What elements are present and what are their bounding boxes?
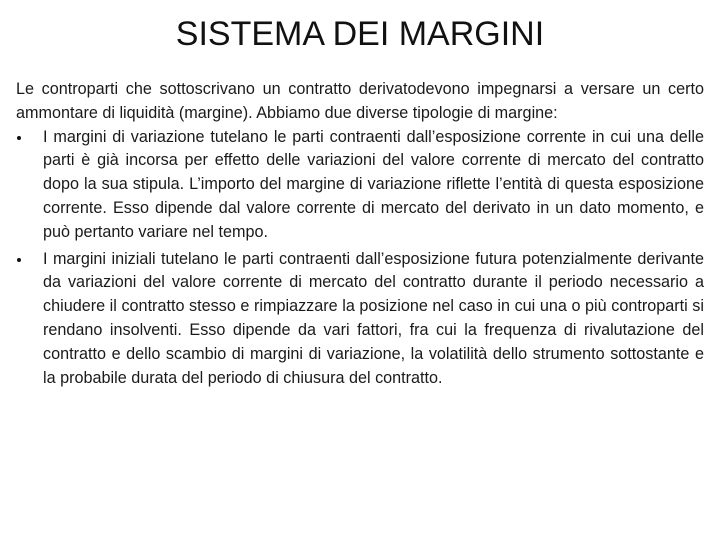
bullet-text: I margini di variazione tutelano le parti contraenti dall’esposizione corrente in cui una delle parti è già incorsa per effetto delle variazioni del valore corrente di mercato del contratto dopo la sua stipula. L’importo del margine di variazione riflette l’entità di questa esposizione corrente. Esso dipende dal valore corrente di mercato del derivato in un dato momento, e può pertanto variare nel tempo. (43, 127, 704, 241)
intro-paragraph: Le controparti che sottoscrivano un contratto derivatodevono impegnarsi a versare un certo ammontare di liquidità (margine). Abbiamo due diverse tipologie di margine: (16, 80, 704, 122)
bullet-item-variation-margin (16, 126, 704, 245)
bullet-list (16, 126, 704, 391)
bullet-text: I margini iniziali tutelano le parti contraenti dall’esposizione futura potenzialmente derivante da variazioni del valore corrente di mercato del contratto durante il periodo necessario a chiudere il contratto stesso e rimpiazzare la posizione nel caso in cui una o più controparti si rendano insolventi. Esso dipende da vari fattori, fra cui la frequenza di rivalutazione del contratto e dello scambio di margini di variazione, la volatilità dello strumento sottostante e la probabile durata del periodo di chiusura del contratto. (43, 249, 704, 387)
slide-body (16, 78, 704, 390)
bullet-dot-icon (16, 126, 24, 150)
bullet-dot-icon (16, 248, 24, 272)
slide-title: SISTEMA DEI MARGINI (175, 15, 545, 53)
bullet-item-initial-margin (16, 248, 704, 391)
